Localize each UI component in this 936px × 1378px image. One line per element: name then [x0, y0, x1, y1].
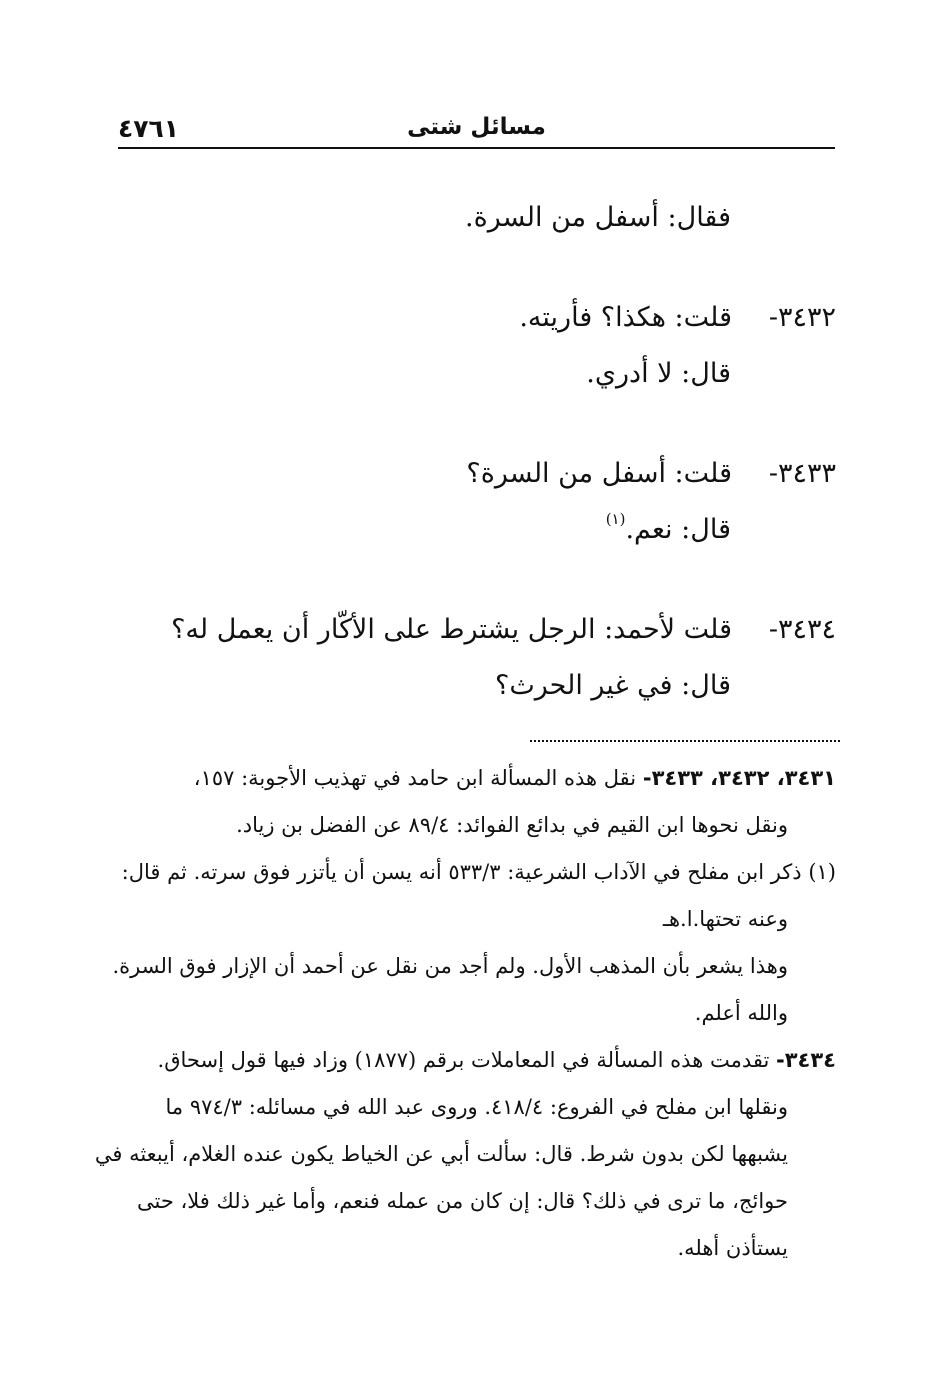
footnote-marker: (١): [605, 510, 626, 528]
paragraph-gap: [116, 246, 836, 290]
question-3433: [116, 446, 836, 502]
question-text: قلت: أسفل من السرة؟: [466, 458, 732, 489]
answer-3433: [116, 502, 836, 558]
paragraph-gap: [116, 402, 836, 446]
question-number: ٣٤٣٢-: [768, 302, 836, 333]
main-text: [116, 190, 836, 714]
footnote-line: حوائج، ما ترى في ذلك؟ قال: إن كان من عمله فنعم، وأما غير ذلك فلا، حتى: [137, 1189, 788, 1213]
footnote-1: [112, 849, 836, 1037]
answer-text: قال: نعم.: [625, 514, 731, 545]
footnote-line: يستأذن أهله.: [677, 1236, 788, 1260]
answer-text: قال: لا أدري.: [586, 358, 731, 389]
header-rule: [118, 147, 835, 149]
footnote-line: ونقلها ابن مفلح في الفروع: ٤١٨/٤. وروى عبد الله في مسائله: ٩٧٤/٣ ما: [165, 1095, 788, 1119]
question-text: قلت لأحمد: الرجل يشترط على الأكّار أن يعمل له؟: [171, 614, 732, 645]
page-header: [118, 110, 835, 150]
footnote-text: تقدمت هذه المسألة في المعاملات برقم (١٨٧٧) وزاد فيها قول إسحاق.: [157, 1048, 770, 1072]
footnote-separator: [530, 740, 840, 742]
footnote-line: (١) ذكر ابن مفلح في الآداب الشرعية: ٥٣٣/٣ أنه يسن أن يأتزر فوق سرته. ثم قال:: [121, 860, 836, 884]
footnote-line: يشبهها لكن بدون شرط. قال: سألت أبي عن الخياط يكون عنده الغلام، أيبعثه في: [94, 1142, 788, 1166]
question-number: ٣٤٣٤-: [768, 614, 836, 645]
question-3432: [116, 290, 836, 346]
text-line: [116, 190, 836, 246]
answer-3434: [116, 658, 836, 714]
footnote-line: والله أعلم.: [694, 1001, 788, 1025]
footnote-3431-3433: [116, 755, 836, 849]
footnote-3434: [94, 1037, 836, 1272]
footnote-line: [116, 755, 836, 802]
line-answer-3431: فقال: أسفل من السرة.: [465, 202, 731, 233]
paragraph-gap: [116, 558, 836, 602]
answer-text: قال: في غير الحرث؟: [495, 670, 731, 701]
answer-3432: [116, 346, 836, 402]
running-title: مسائل شتى: [407, 114, 546, 140]
footnote-line: ونقل نحوها ابن القيم في بدائع الفوائد: ٨٩/٤ عن الفضل بن زياد.: [236, 813, 788, 837]
footnote-head: ٣٤٣١، ٣٤٣٢، ٣٤٣٣-: [642, 766, 836, 790]
question-text: قلت: هكذا؟ فأريته.: [519, 302, 732, 333]
question-number: ٣٤٣٣-: [768, 458, 836, 489]
footnote-line: وهذا يشعر بأن المذهب الأول. ولم أجد من نقل عن أحمد أن الإزار فوق السرة.: [112, 954, 788, 978]
footnotes: [94, 755, 836, 1272]
page-number: ٤٧٦١: [118, 114, 180, 143]
footnote-line: وعنه تحتها.ا.هـ: [662, 907, 788, 931]
footnote-text: نقل هذه المسألة ابن حامد في تهذيب الأجوبة: ١٥٧،: [193, 766, 637, 790]
footnote-line: [116, 1037, 836, 1084]
question-3434: [116, 602, 836, 658]
footnote-head: ٣٤٣٤-: [776, 1048, 836, 1072]
